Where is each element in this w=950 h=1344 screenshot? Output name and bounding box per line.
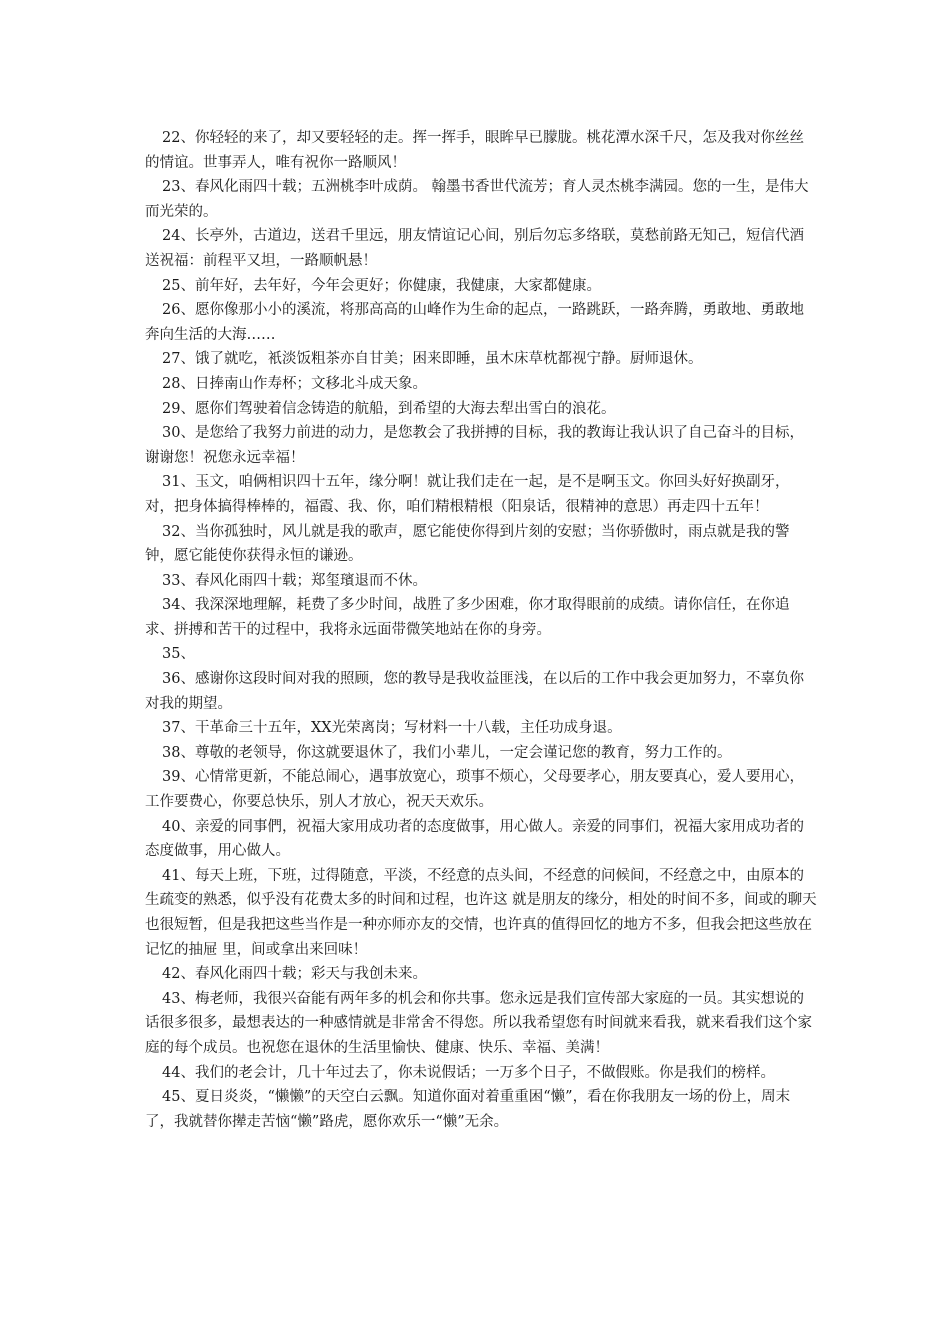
- paragraph: 40、亲爱的同事們，祝福大家用成功者的态度做事，用心做人。亲爱的同事们，祝福大家用成功者的态度做事，用心做人。: [145, 818, 804, 860]
- paragraph: 27、饿了就吃，衹淡饭粗茶亦自甘美；困来即睡，虽木床草枕都视宁静。厨师退休。: [162, 351, 703, 368]
- paragraph: 44、我们的老会计，几十年过去了，你未说假话；一万多个日子，不做假账。你是我们的榜样。: [162, 1064, 775, 1081]
- document-body: [145, 126, 817, 1134]
- paragraph: 32、当你孤独时，风儿就是我的歌声，愿它能使你得到片刻的安慰；当你骄傲时，雨点就是我的警钟，愿它能使你获得永恒的谦逊。: [145, 523, 790, 565]
- paragraph: 23、春风化雨四十载；五洲桃李叶成荫。 翰墨书香世代流芳；育人灵杰桃李满园。您的一生，是伟大而光荣的。: [145, 179, 809, 220]
- paragraph: 42、春风化雨四十载；彩天与我创未来。: [162, 966, 427, 983]
- paragraph: 43、梅老师，我很兴奋能有两年多的机会和你共事。您永远是我们宣传部大家庭的一员。其实想说的话很多很多，最想表达的一种感情就是非常舍不得您。所以我希望您有时间就来看我，就来看我们这个家庭的每个成员。也祝您在退休的生活里愉快、健康、快乐、幸福、美满！: [145, 990, 812, 1056]
- paragraph: 28、日捧南山作寿杯；文移北斗成天象。: [162, 375, 427, 392]
- paragraph: 26、愿你像那小小的溪流，将那高高的山峰作为生命的起点，一路跳跃，一路奔腾，勇敢地、勇敢地奔向生活的大海……: [145, 302, 804, 343]
- paragraph: 24、长亭外，古道边，送君千里远，朋友情谊记心间，别后勿忘多络联，莫愁前路无知己，短信代酒送祝福：前程平又坦，一路顺帆悬！: [145, 228, 804, 269]
- paragraph: 29、愿你们驾驶着信念铸造的航船，到希望的大海去犁出雪白的浪花。: [162, 400, 616, 417]
- paragraph: 39、心情常更新，不能总闹心，遇事放宽心，琐事不烦心，父母要孝心，朋友要真心，爱人要用心，工作要费心，你要总快乐，别人才放心，祝天天欢乐。: [145, 769, 804, 811]
- paragraph: 34、我深深地理解，耗费了多少时间，战胜了多少困难，你才取得眼前的成绩。请你信任，在你追求、拼搏和苦干的过程中，我将永远面带微笑地站在你的身旁。: [145, 597, 790, 638]
- paragraph: 25、前年好，去年好，今年会更好；你健康，我健康，大家都健康。: [162, 277, 601, 294]
- paragraph: 36、感谢你这段时间对我的照顾，您的教导是我收益匪浅，在以后的工作中我会更加努力，不辜负你对我的期望。: [145, 671, 804, 712]
- paragraph: 35、: [162, 646, 195, 663]
- paragraph: 22、你轻轻的来了，却又要轻轻的走。挥一挥手，眼眸早已朦胧。桃花潭水深千尺，怎及我对你丝丝的情谊。世事弄人，唯有祝你一路顺风！: [145, 130, 804, 171]
- paragraph: 41、每天上班，下班，过得随意，平淡，不经意的点头间，不经意的问候间，不经意之中，由原本的生疏变的熟悉，似乎没有花费太多的时间和过程，也许这 就是朋友的缘分，相处的时间不多，间或的聊天也很短暂，但是我把这些当作是一种亦师亦友的交情，也许真的值得回忆的地方不多，但我会把这些放在记忆的抽屉 里，间或拿出来回味！: [145, 867, 817, 958]
- paragraph: 31、玉文，咱俩相识四十五年，缘分啊！就让我们走在一起，是不是啊玉文。你回头好好换副牙，对，把身体搞得棒棒的，福霞、我、你，咱们精根精根（阳泉话，很精神的意思）再走四十五年！: [145, 474, 790, 515]
- paragraph: 30、是您给了我努力前进的动力，是您教会了我拼搏的目标，我的教诲让我认识了自己奋斗的目标，谢谢您！祝您永远幸福！: [145, 425, 804, 466]
- paragraph: 33、春风化雨四十载；郑玺璸退而不休。: [162, 572, 427, 589]
- paragraph: 37、干革命三十五年，XX光荣离岗；写材料一十八载，主任功成身退。: [162, 720, 622, 737]
- paragraph: 38、尊敬的老领导，你这就要退休了，我们小辈儿，一定会谨记您的教育，努力工作的。: [162, 744, 732, 761]
- paragraph: 45、夏日炎炎，“懒懒”的天空白云飘。知道你面对着重重困“懒”，看在你我朋友一场的份上，周末了，我就替你撵走苦恼“懒”路虎，愿你欢乐一“懒”无余。: [145, 1089, 791, 1130]
